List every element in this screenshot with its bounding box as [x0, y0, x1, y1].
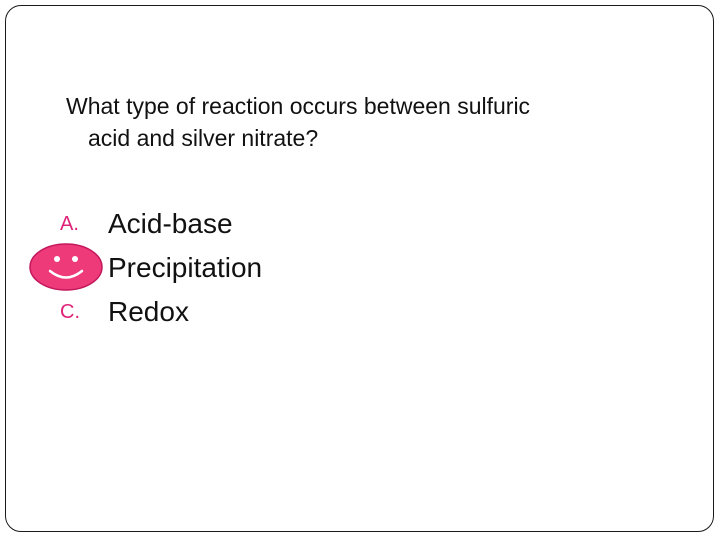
answer-choices [60, 202, 560, 334]
question-text [66, 90, 666, 154]
choice-a[interactable] [60, 202, 560, 246]
choice-b[interactable] [60, 246, 560, 290]
choice-a-text: Acid-base [108, 208, 233, 239]
smiley-face-icon [28, 242, 104, 292]
choice-b-text: Precipitation [108, 252, 263, 283]
question-line-1: What type of reaction occurs between sulfuric [66, 93, 531, 119]
choice-c-text: Redox [108, 296, 189, 327]
choice-c-letter: C. [60, 300, 80, 323]
choice-a-letter: A. [60, 212, 79, 235]
choice-c[interactable] [60, 290, 560, 334]
question-line-2: acid and silver nitrate? [88, 125, 319, 151]
